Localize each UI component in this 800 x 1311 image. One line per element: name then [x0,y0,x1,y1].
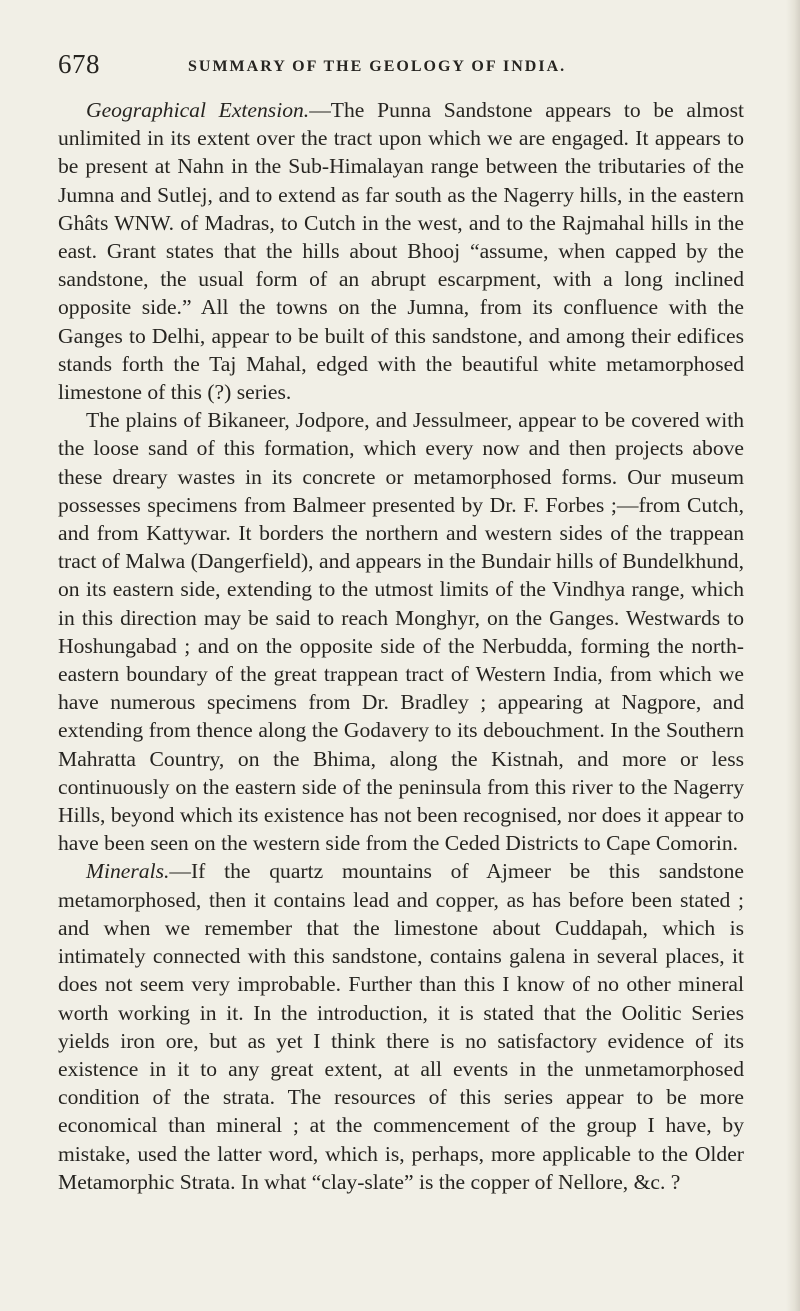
paragraph-text: The plains of Bikaneer, Jodpore, and Jessulmeer, appear to be covered with the loose sand of this formation, which every now and then projects above these dreary wastes in its concrete or metamorphosed forms. Our museum possesses specimens from Balmeer presented by Dr. F. Forbes ;—from Cutch, and from Kattywar. It borders the northern and western sides of the trappean tract of Malwa (Dangerfield), and appears in the Bundair hills of Bundelkhund, on its eastern side, extending to the utmost limits of the Vindhya range, which in this direction may be said to reach Monghyr, on the Ganges. Westwards to Hoshungabad ; and on the opposite side of the Nerbudda, forming the north-eastern boundary of the great trappean tract of Western India, from which we have numerous specimens from Dr. Bradley ; appearing at Nagpore, and extending from thence along the Godavery to its debouchment. In the Southern Mahratta Country, on the Bhima, along the Kistnah, and more or less continuously on the eastern side of the peninsula from this river to the Nagerry Hills, beyond which its existence has not been recognised, nor does it appear to have been seen on the western side from the Ceded Districts to Cape Comorin. [58,408,744,856]
running-head: SUMMARY OF THE GEOLOGY OF INDIA. [188,58,567,75]
page-header [58,44,738,84]
paragraph-geographical-extension [58,96,744,406]
paragraph-plains [58,406,744,857]
paragraph-minerals [58,857,744,1195]
paragraph-text: —If the quartz mountains of Ajmeer be this sandstone metamorphosed, then it contains lead and copper, as has before been stated ; and when we remember that the limestone about Cuddapah, which is intimately connected with this sandstone, contains galena in several places, it does not seem very improbable. Further than this I know of no other mineral worth working in it. In the introduction, it is stated that the Oolitic Series yields iron ore, but as yet I think there is no satisfactory evidence of its existence in it to any great extent, at all events in the unmetamorphosed condition of the strata. The resources of this series appear to be more economical than mineral ; at the commencement of the group I have, by mistake, used the latter word, which is, perhaps, more applicable to the Older Metamorphic Strata. In what “clay-slate” is the copper of Nellore, &c. ? [58,859,744,1194]
page-number: 678 [58,49,100,79]
paragraph-text: —The Punna Sandstone appears to be almost unlimited in its extent over the tract upon which we are engaged. It appears to be present at Nahn in the Sub-Himalayan range between the tributaries of the Jumna and Sutlej, and to extend as far south as the Nagerry hills, in the eastern Ghâts WNW. of Madras, to Cutch in the west, and to the Rajmahal hills in the east. Grant states that the hills about Bhooj “assume, when capped by the sandstone, the usual form of an abrupt escarpment, with a long inclined opposite side.” All the towns on the Jumna, from its confluence with the Ganges to Delhi, appear to be built of this sandstone, and among their edifices stands forth the Taj Mahal, edged with the beautiful white metamorphosed limestone of this (?) series. [58,98,744,405]
body-text [58,96,744,1196]
paragraph-lead-geographical-extension: Geographical Extension. [86,98,310,122]
paragraph-lead-minerals: Minerals. [86,859,170,884]
page-edge-shadow [786,0,800,1311]
